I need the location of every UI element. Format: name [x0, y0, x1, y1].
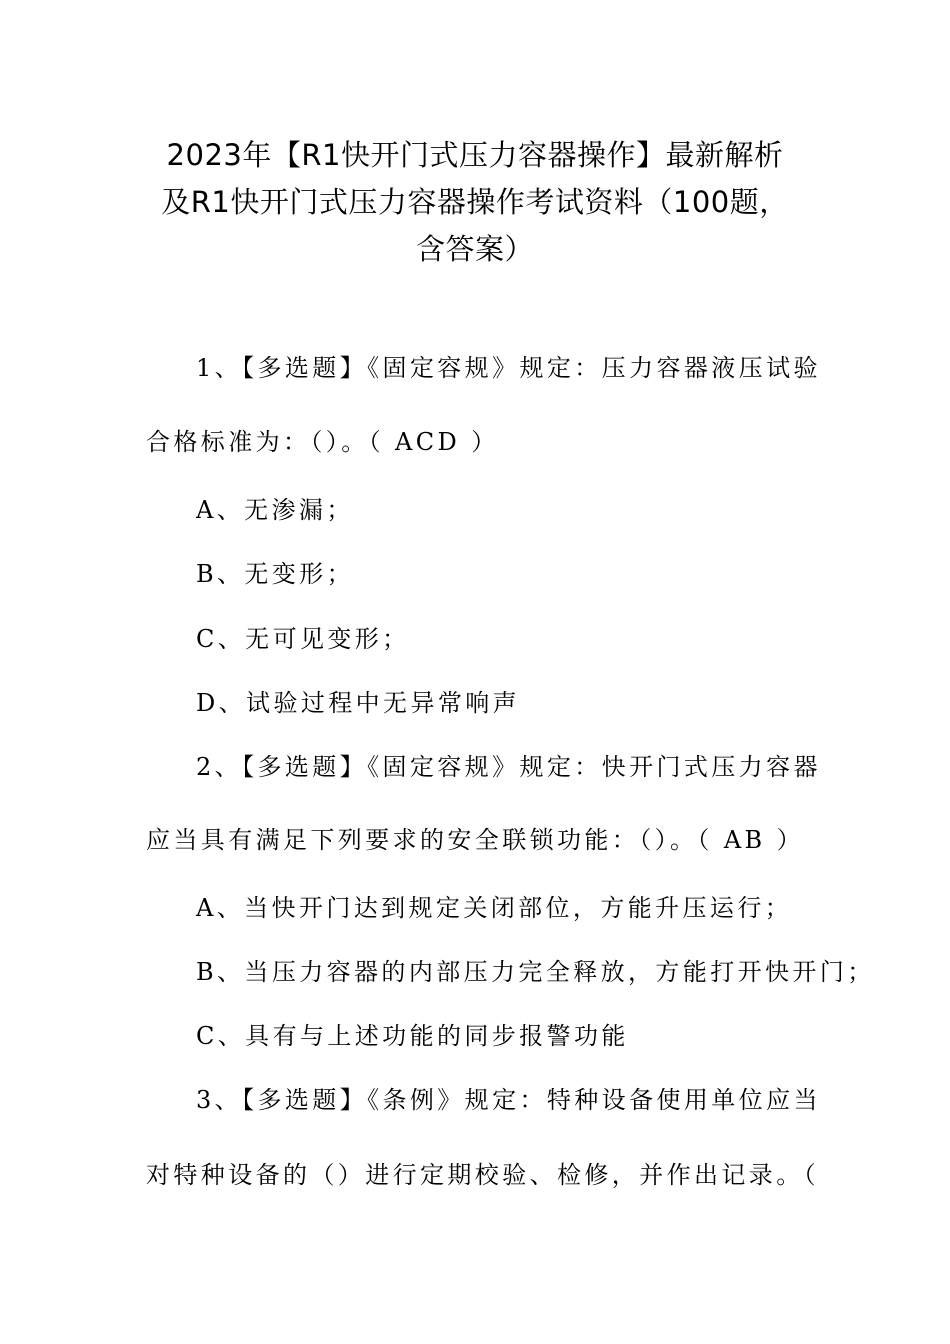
title-line-1: 2023年【R1快开门式压力容器操作】最新解析 [166, 138, 784, 172]
question-1-option-d: D、试验过程中无异常响声 [196, 689, 521, 717]
title-line-2: 及R1快开门式压力容器操作考试资料（100题， [161, 185, 789, 219]
question-2-option-c: C、具有与上述功能的同步报警功能 [196, 1022, 629, 1050]
question-1-option-c: C、无可见变形； [196, 625, 410, 653]
question-2-option-b: B、当压力容器的内部压力完全释放，方能打开快开门； [196, 958, 875, 986]
question-1-option-a: A、无渗漏； [196, 496, 354, 524]
question-1-option-b: B、无变形； [196, 560, 355, 588]
question-3-text: 3、【多选题】《条例》规定：特种设备使用单位应当 [196, 1086, 821, 1114]
question-1-text-cont: 合格标准为：（）。（ ACD ） [146, 428, 499, 456]
title-line-3: 含答案） [415, 232, 534, 266]
question-3-text-cont: 对特种设备的（）进行定期校验、检修，并作出记录。（ [146, 1161, 819, 1189]
question-1-text: 1、【多选题】《固定容规》规定：压力容器液压试验 [196, 354, 821, 382]
document-title [120, 132, 830, 273]
question-2-option-a: A、当快开门达到规定关闭部位，方能升压运行； [196, 894, 793, 922]
question-2-text: 2、【多选题】《固定容规》规定：快开门式压力容器 [196, 753, 821, 781]
question-2-text-cont: 应当具有满足下列要求的安全联锁功能：（）。（ AB ） [146, 826, 805, 854]
